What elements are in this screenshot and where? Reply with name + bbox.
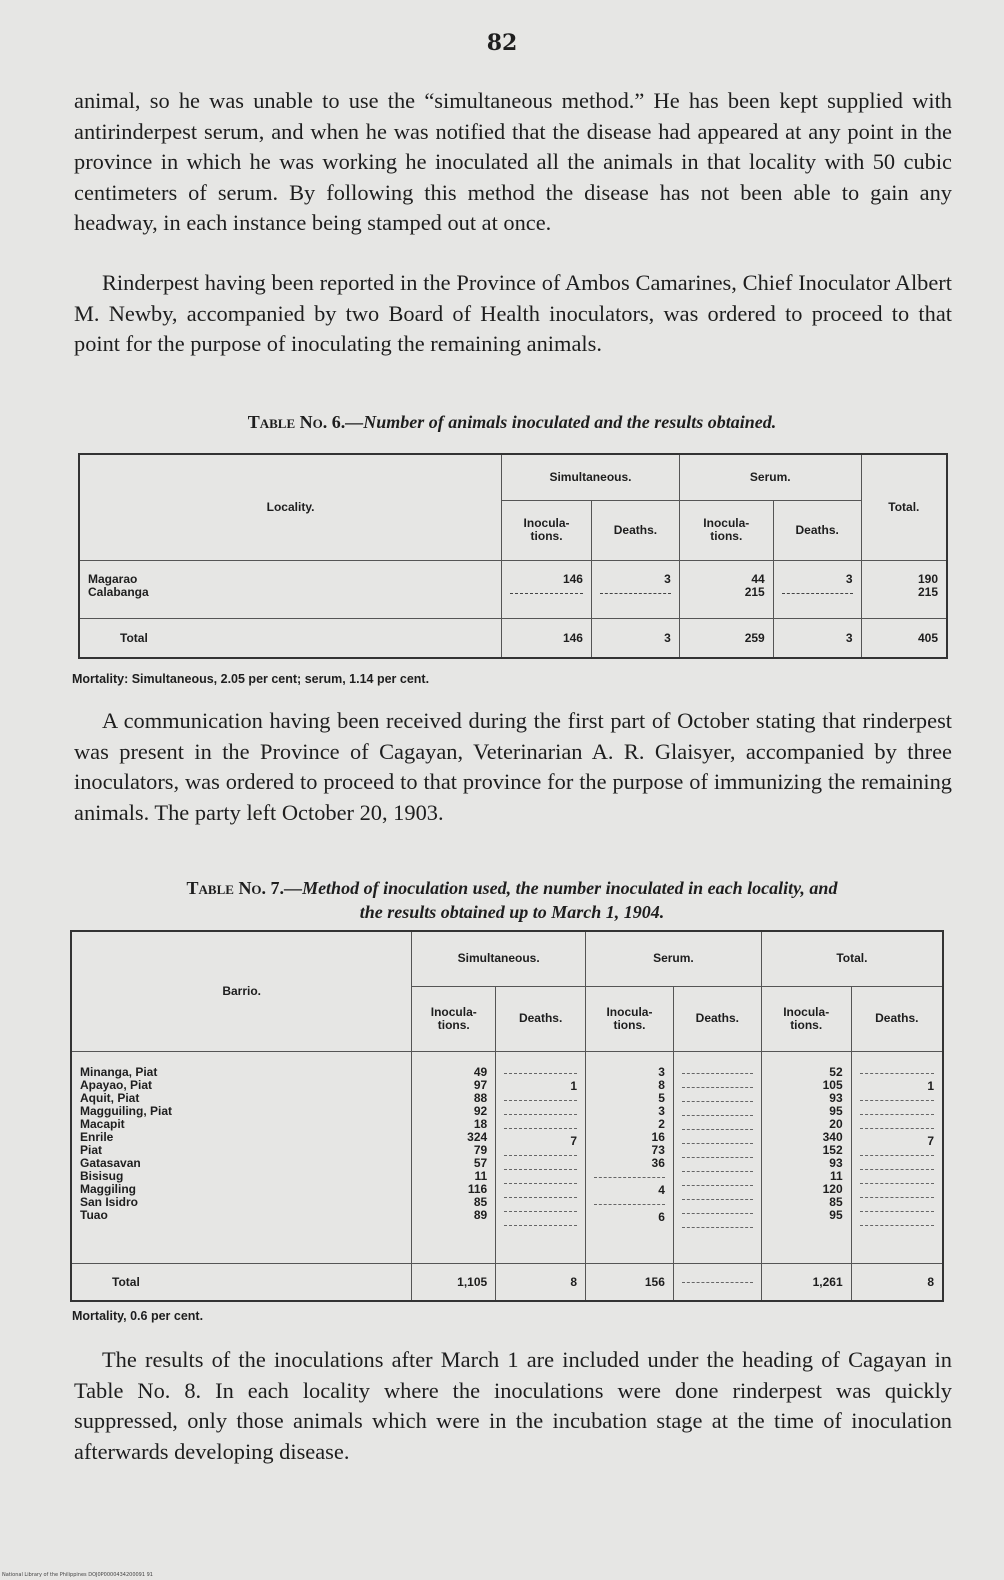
table-cell [682,1066,753,1074]
table-cell: 3 [658,1103,665,1118]
table-cell [860,1190,934,1198]
table-cell [682,1192,753,1200]
paragraph-2: Rinderpest having been reported in the Province of Ambos Camarines, Chief Inoculator Albert M. Newby, accompanied by two Board of Health inoculators, was ordered to proceed to that point for the purpose of inoculating the remaining animals. [74,270,952,356]
table-cell: 44 [751,571,765,586]
header-simultaneous: Simultaneous. [502,454,680,500]
header-deaths: Deaths. [591,500,679,560]
table-cell [860,1066,934,1074]
table-cell [504,1162,577,1170]
table-cell: 215 [917,584,938,599]
table-cell [682,1206,753,1214]
table-cell: 3 [845,571,853,586]
table-cell: 89 [473,1207,488,1222]
table-cell: 4 [658,1182,665,1197]
table-cell: 3 [664,571,671,586]
header-deaths: Deaths. [773,500,861,560]
header-barrio: Barrio. [71,931,412,1051]
table-cell [860,1218,934,1226]
table-cell [682,1136,753,1144]
table-cell [504,1121,577,1129]
table-cell [682,1080,753,1088]
table-cell: 1 [570,1078,578,1093]
table7-mortality: Mortality, 0.6 per cent. [72,1309,204,1323]
table7-description-line1: —Method of inoculation used, the number inoculated in each locality, and [284,878,838,898]
table6-description: —Number of animals inoculated and the results obtained. [345,412,777,432]
table-cell: 116 [467,1181,488,1196]
paragraph-4: The results of the inoculations after March 1 are included under the heading of Cagayan in Table No. 8. In each locality where the inoculations were done rinderpest was quickly suppressed, only those animals which were in the incubation stage at the time of inoculation afterwards developing disease. [74,1347,952,1464]
table-cell: 97 [473,1077,488,1092]
table-cell: 1,105 [457,1274,488,1289]
table-cell [682,1164,753,1172]
table6-caption [70,410,954,434]
table-cell [860,1176,934,1184]
table-cell [682,1150,753,1158]
header-deaths: Deaths. [673,986,761,1051]
table-cell: 49 [473,1064,488,1079]
table-cell [504,1093,577,1101]
table-cell: 79 [473,1142,488,1157]
table-cell: 120 [822,1181,843,1196]
table-cell: 259 [744,630,765,645]
table-cell: 18 [473,1116,488,1131]
barrio-name: Maggiling [80,1181,136,1196]
table-cell: 7 [570,1133,578,1148]
header-deaths: Deaths. [851,986,943,1051]
table-cell [860,1121,934,1129]
table-cell [682,1178,753,1186]
table-cell: 8 [570,1274,578,1289]
barrio-name: Bisisug [80,1168,124,1183]
table-cell [860,1148,934,1156]
table-cell: 85 [829,1194,843,1209]
header-inoculations: Inocula-tions. [761,986,851,1051]
table7-label: Table No. 7. [186,878,285,898]
table-cell [682,1108,753,1116]
header-deaths: Deaths. [496,986,586,1051]
total-label: Total [120,630,148,645]
table-cell: 215 [744,584,765,599]
table-cell: 5 [658,1090,665,1105]
table-cell: 8 [658,1077,665,1092]
table-cell: 105 [822,1077,843,1092]
header-total: Total. [761,931,943,986]
header-serum: Serum. [679,454,861,500]
table-cell [594,1197,665,1205]
table-7 [70,930,944,1302]
table-cell: 92 [473,1103,488,1118]
table-cell [504,1176,577,1184]
barrio-name: Minanga, Piat [80,1064,158,1079]
table-cell: 190 [917,571,938,586]
table6-mortality: Mortality: Simultaneous, 2.05 per cent; serum, 1.14 per cent. [72,672,430,686]
table-cell: 95 [829,1207,843,1222]
header-inoculations: Inocula-tions. [502,500,592,560]
table7-caption [70,876,954,924]
table-cell [682,1220,753,1228]
barrio-name: Magguiling, Piat [80,1103,172,1118]
table-cell: 2 [658,1116,665,1131]
header-total: Total. [861,454,947,560]
paragraph-3: A communication having been received during the first part of October stating that rinderpest was present in the Province of Cagayan, Veterinarian A. R. Glaisyer, accompanied by three inoculators, was ordered to proceed to that province for the purpose of immunizing the remaining animals. The party left October 20, 1903. [74,708,952,825]
paragraph-1: animal, so he was unable to use the “simultaneous method.” He has been kept supplied with antirinderpest serum, and when he was notified that the disease had appeared at any point in the province in which he was working he inoculated all the animals in that locality with 50 cubic centimeters of serum. By following this method the disease has not been able to gain any headway, in each instance being stamped out at once. [74,88,952,235]
locality-name: Magarao [88,571,138,586]
total-label: Total [112,1274,140,1289]
table-cell: 11 [474,1168,488,1183]
table7-description-line2: the results obtained up to March 1, 1904. [359,902,665,922]
table-cell: 95 [829,1103,843,1118]
table-cell: 1 [927,1078,934,1093]
table-cell: 57 [473,1155,488,1170]
table-cell: 85 [473,1194,488,1209]
barrio-name: Piat [80,1142,103,1157]
table-cell [504,1218,577,1226]
table-cell: 146 [562,630,583,645]
header-simultaneous: Simultaneous. [412,931,586,986]
footer-credit: National Library of the Philippines DOJ0P0000434200091 91 [2,1572,153,1578]
table-cell: 73 [651,1142,665,1157]
table-cell: 8 [927,1274,934,1289]
table-cell [504,1148,577,1156]
table-cell [594,1170,665,1178]
table-cell: 1,261 [812,1274,843,1289]
header-inoculations: Inocula-tions. [586,986,674,1051]
table-6 [78,453,948,659]
table-cell: 93 [829,1155,843,1170]
table-cell: 36 [651,1155,665,1170]
header-serum: Serum. [586,931,762,986]
table-cell [682,1281,753,1283]
barrio-name: Tuao [80,1207,108,1222]
header-locality: Locality. [79,454,502,560]
table-cell: 6 [658,1209,665,1224]
table-cell [504,1190,577,1198]
table-cell [504,1107,577,1115]
table-cell [860,1162,934,1170]
table-cell: 11 [829,1168,843,1183]
table-cell: 146 [562,571,583,586]
table-cell: 156 [644,1274,665,1289]
table-cell [860,1204,934,1212]
locality-name: Calabanga [88,584,149,599]
table-cell [504,1066,577,1074]
table-cell: 152 [822,1142,843,1157]
table-cell: 52 [829,1064,843,1079]
table-cell: 340 [822,1129,843,1144]
table-cell: 405 [917,630,938,645]
table-cell [682,1094,753,1102]
barrio-name: Enrile [80,1129,114,1144]
table-cell [860,1093,934,1101]
page-number: 82 [486,30,518,56]
table-cell: 324 [467,1129,488,1144]
table-cell [682,1122,753,1130]
table-cell: 16 [651,1129,665,1144]
barrio-name: Aquit, Piat [80,1090,140,1105]
header-inoculations: Inocula-tions. [412,986,496,1051]
barrio-name: San Isidro [80,1194,139,1209]
table-cell: 3 [658,1064,665,1079]
barrio-name: Macapit [80,1116,125,1131]
table-cell: 93 [829,1090,843,1105]
table-cell [504,1204,577,1212]
table-cell: 3 [845,630,853,645]
header-inoculations: Inocula-tions. [679,500,773,560]
table6-label: Table No. 6. [247,412,346,432]
table-cell: 3 [664,630,671,645]
table-cell: 7 [927,1133,934,1148]
barrio-name: Apayao, Piat [80,1077,153,1092]
table-cell [860,1107,934,1115]
table-cell: 88 [473,1090,488,1105]
table-cell: 20 [829,1116,843,1131]
barrio-name: Gatasavan [80,1155,141,1170]
